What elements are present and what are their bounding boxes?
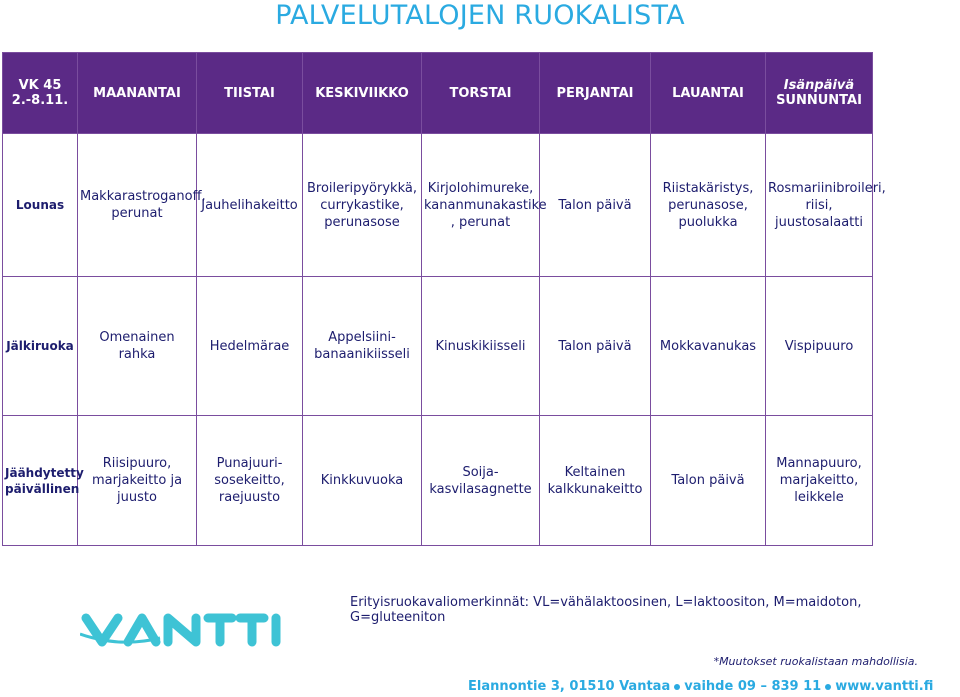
- day-header-saturday: LAUANTAI: [651, 53, 766, 134]
- menu-cell: Talon päivä: [540, 134, 651, 277]
- separator-dot-icon: [825, 684, 831, 690]
- diet-notation-legend: Erityisruokavaliomerkinnät: VL=vähälaktoosinen, L=laktoositon, M=maidoton, G=gluteeniton: [350, 595, 862, 625]
- menu-table: [2, 52, 960, 546]
- menu-change-note: *Muutokset ruokalistaan mahdollisia.: [713, 655, 918, 668]
- menu-cell: Appelsiini-banaanikiisseli: [303, 277, 422, 416]
- menu-cell: Mokkavanukas: [651, 277, 766, 416]
- day-header-wednesday: KESKIVIIKKO: [303, 53, 422, 134]
- day-header-sunday: [766, 53, 873, 134]
- day-header-tuesday: TIISTAI: [197, 53, 303, 134]
- menu-cell: Punajuuri-sosekeitto, raejuusto: [197, 416, 303, 546]
- menu-cell: Talon päivä: [651, 416, 766, 546]
- vantti-logo: [80, 608, 285, 650]
- menu-cell: Keltainen kalkkunakeitto: [540, 416, 651, 546]
- menu-cell: Kinuskikiisseli: [422, 277, 540, 416]
- day-header-thursday: TORSTAI: [422, 53, 540, 134]
- website-link[interactable]: www.vantti.fi: [835, 679, 934, 694]
- menu-cell: Hedelmärae: [197, 277, 303, 416]
- separator-dot-icon: [674, 684, 680, 690]
- menu-cell: Kirjolohimureke, kananmunakastike , perunat: [422, 134, 540, 277]
- menu-cell: Talon päivä: [540, 277, 651, 416]
- menu-cell: Soija-kasvilasagnette: [422, 416, 540, 546]
- menu-cell: Vispipuuro: [766, 277, 873, 416]
- day-header-monday: MAANANTAI: [78, 53, 197, 134]
- week-cell: [3, 53, 78, 134]
- phone: vaihde 09 – 839 11: [684, 679, 822, 694]
- week-dates: 2.-8.11.: [11, 93, 69, 108]
- contact-footer: [468, 679, 933, 694]
- header-row: [3, 53, 960, 134]
- menu-cell: Broileripyörykkä, currykastike, perunasose: [303, 134, 422, 277]
- address: Elannontie 3, 01510 Vantaa: [468, 679, 671, 694]
- menu-cell: Riisipuuro, marjakeitto ja juusto: [78, 416, 197, 546]
- row-label: Jälkiruoka: [3, 277, 78, 416]
- sunday-label: SUNNUNTAI: [776, 93, 862, 108]
- row-label: Jäähdytetty päivällinen: [3, 416, 78, 546]
- menu-row-dessert: [3, 277, 960, 416]
- menu-cell: Riistakäristys, perunasose, puolukka: [651, 134, 766, 277]
- holiday-name: Isänpäivä: [783, 78, 855, 93]
- page-title: PALVELUTALOJEN RUOKALISTA: [275, 0, 685, 31]
- day-header-friday: PERJANTAI: [540, 53, 651, 134]
- menu-cell: Jauhelihakeitto: [197, 134, 303, 277]
- menu-cell: Makkarastroganoff, perunat: [78, 134, 197, 277]
- menu-row-lunch: [3, 134, 960, 277]
- menu-cell: Omenainen rahka: [78, 277, 197, 416]
- menu-cell: Kinkkuvuoka: [303, 416, 422, 546]
- menu-cell: Rosmariinibroileri, riisi, juustosalaatti: [766, 134, 873, 277]
- row-label: Lounas: [3, 134, 78, 277]
- menu-cell: Mannapuuro, marjakeitto, leikkele: [766, 416, 873, 546]
- menu-row-dinner: [3, 416, 960, 546]
- week-number: VK 45: [18, 78, 62, 93]
